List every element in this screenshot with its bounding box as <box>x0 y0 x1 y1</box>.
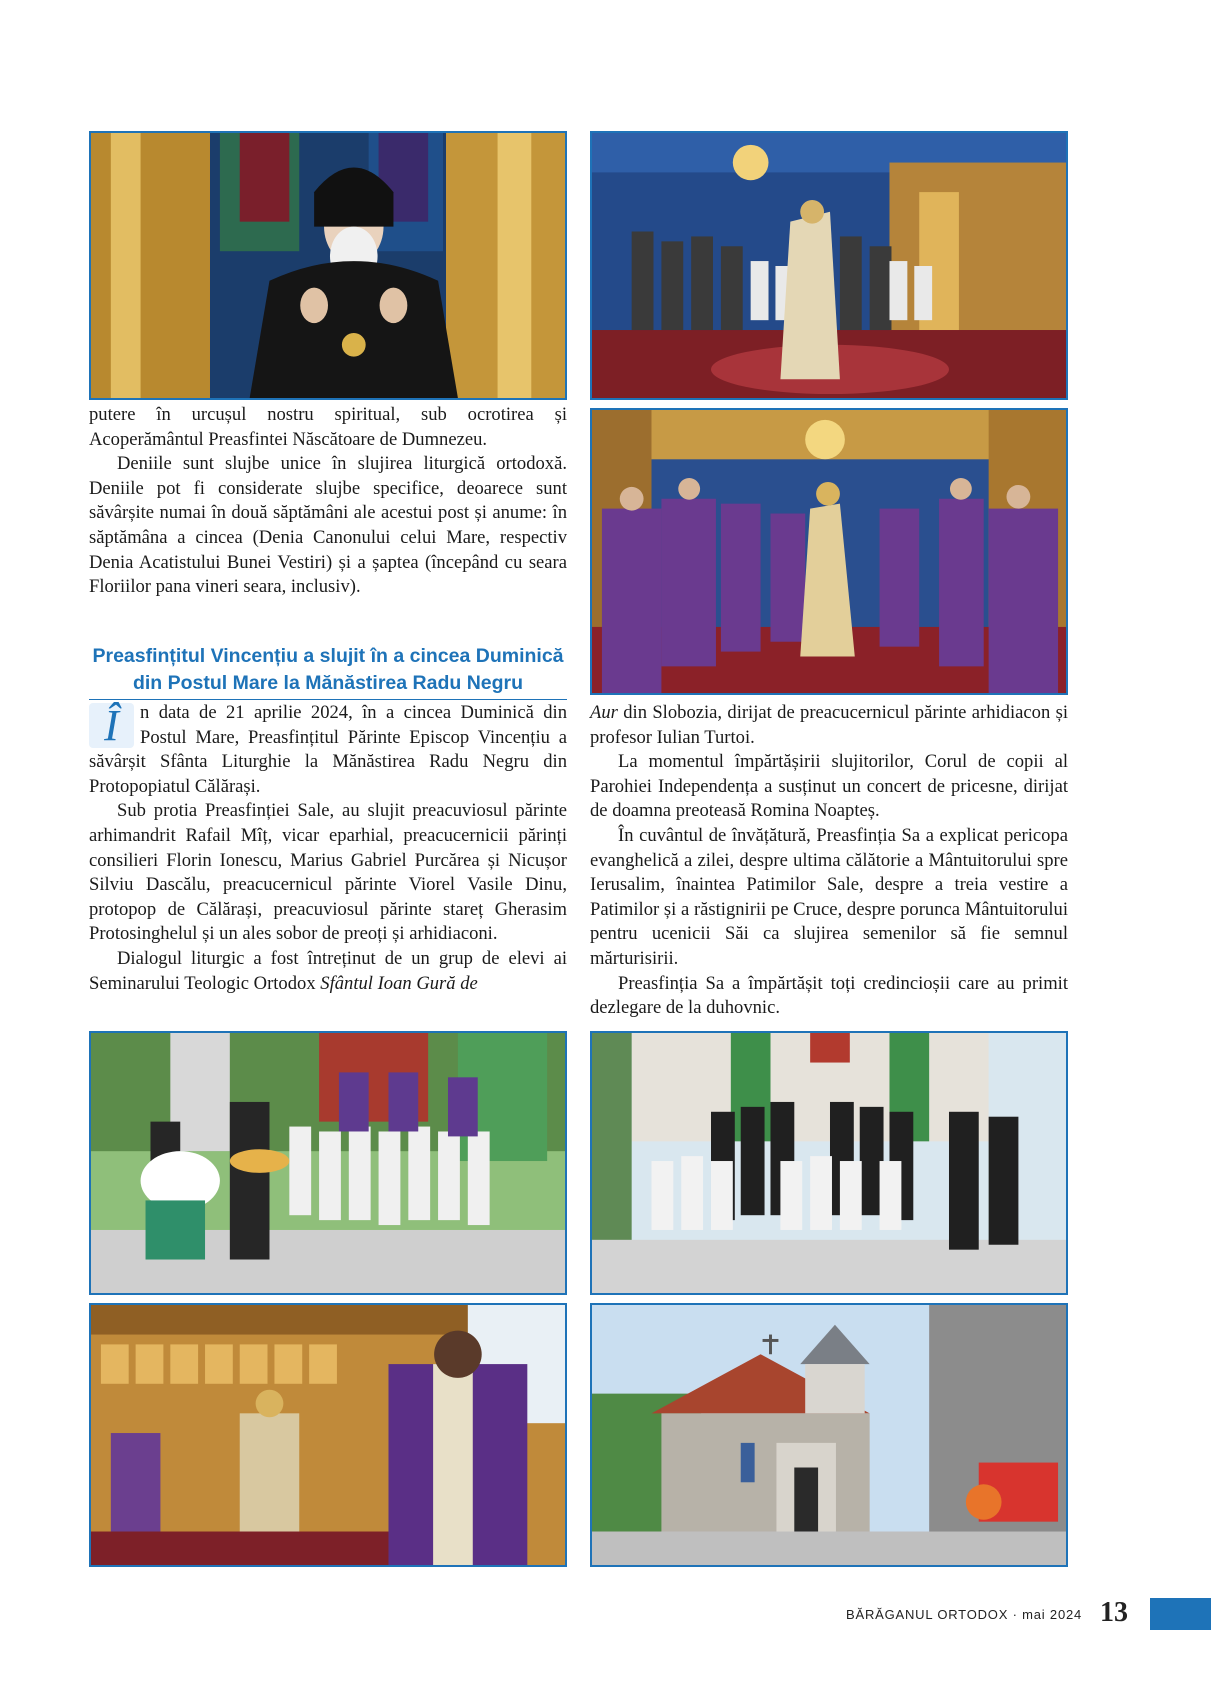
photo-church-exterior <box>590 1303 1068 1567</box>
photo-church-children <box>590 131 1068 400</box>
footer-publication <box>846 1607 1082 1622</box>
right-column-article <box>590 701 1068 1021</box>
paragraph-communion: Preasfinția Sa a împărtășit toți credincioșii care au primit dezlegare de la duhovnic. <box>590 972 1068 1019</box>
left-column-intro <box>89 403 567 600</box>
paragraph-sermon: În cuvântul de învățătură, Preasfinția Sa a explicat pericopa evanghelică a zilei, despre ultima călătorie a Mântuitorului spre Ierusalim, înaintea Patimilor Sale, despre a treia vestire a Patimilor și a răstignirii pe Cruce, despre porunca Mântuitorului pentru ucenicii Săi ca slujirea semenilor să fie semnul mărturisirii. <box>590 824 1068 969</box>
paragraph-dialog <box>89 947 567 996</box>
paragraph-choir: La momentul împărtășirii slujitorilor, Corul de copii al Parohiei Independența a susținut un concert de pricesne, dirijat de doamna preoteasă Romina Noapteș. <box>590 751 1068 822</box>
seminary-name-italic-cont: Aur <box>590 702 618 723</box>
paragraph-intro: n data de 21 aprilie 2024, în a cincea Duminică din Postul Mare, Preasfințitul Părinte Episcop Vincențiu a săvârșit Sfânta Liturghie la Mănăstirea Radu Negru din Protopopiatul Călărași. <box>89 702 567 797</box>
paragraph-denii: Deniile sunt slujbe unice în slujirea liturgică ortodoxă. Deniile pot fi considerate slujbe specifice, deoarece sunt săvârșite numai în două săptămâni ale acestui post și anume: în săptămâna a cincea (Denia Canonului celui Mare, respectiv Denia Acatistului Bunei Vestiri) și a șaptea (începând cu seara Floriilor pana vineri seara, inclusiv). <box>89 453 567 598</box>
left-column-article <box>89 701 567 996</box>
paragraph-seminary: din Slobozia, dirijat de preacucernicul părinte arhidiacon și profesor Iulian Turtoi. <box>590 702 1068 748</box>
publication-issue: · mai 2024 <box>1012 1607 1083 1622</box>
article-headline: Preasfințitul Vincențiu a slujit în a cincea Duminică din Postul Mare la Mănăstirea Radu Negru <box>89 643 567 700</box>
photo-altar-iconostasis <box>89 1303 567 1567</box>
page-number: 13 <box>1100 1597 1128 1628</box>
page-tab-marker <box>1150 1598 1211 1630</box>
photo-clergy-purple <box>590 408 1068 695</box>
paragraph-dialog-text: Dialogul liturgic a fost întreținut de un grup de elevi ai Seminarului Teologic Ortodox <box>89 947 567 994</box>
dropcap-letter: Î <box>89 703 134 748</box>
publication-name: BĂRĂGANUL ORTODOX <box>846 1607 1009 1622</box>
seminary-name-italic: Sfântul Ioan Gură de <box>320 972 478 994</box>
photo-outdoor-group-right <box>590 1031 1068 1295</box>
photo-bishop-portrait <box>89 131 567 400</box>
paragraph-clergy: Sub protia Preasfinției Sale, au slujit preacuviosul părinte arhimandrit Rafail Mîț, vicar eparhial, preacucernicii părinți consilieri Florin Ionescu, Marius Gabriel Purcărea și Nicușor Silviu Dascălu, preacucernicul părinte Viorel Vasile Dinu, protopop de Călărași, preacuviosul părinte stareț Gherasim Protosinghelul și un ales sobor de preoți și arhidiaconi. <box>89 800 567 945</box>
photo-outdoor-group-left <box>89 1031 567 1295</box>
paragraph-continuation: putere în urcușul nostru spiritual, sub ocrotirea și Acoperământul Preasfintei Născătoare de Dumnezeu. <box>89 404 567 450</box>
